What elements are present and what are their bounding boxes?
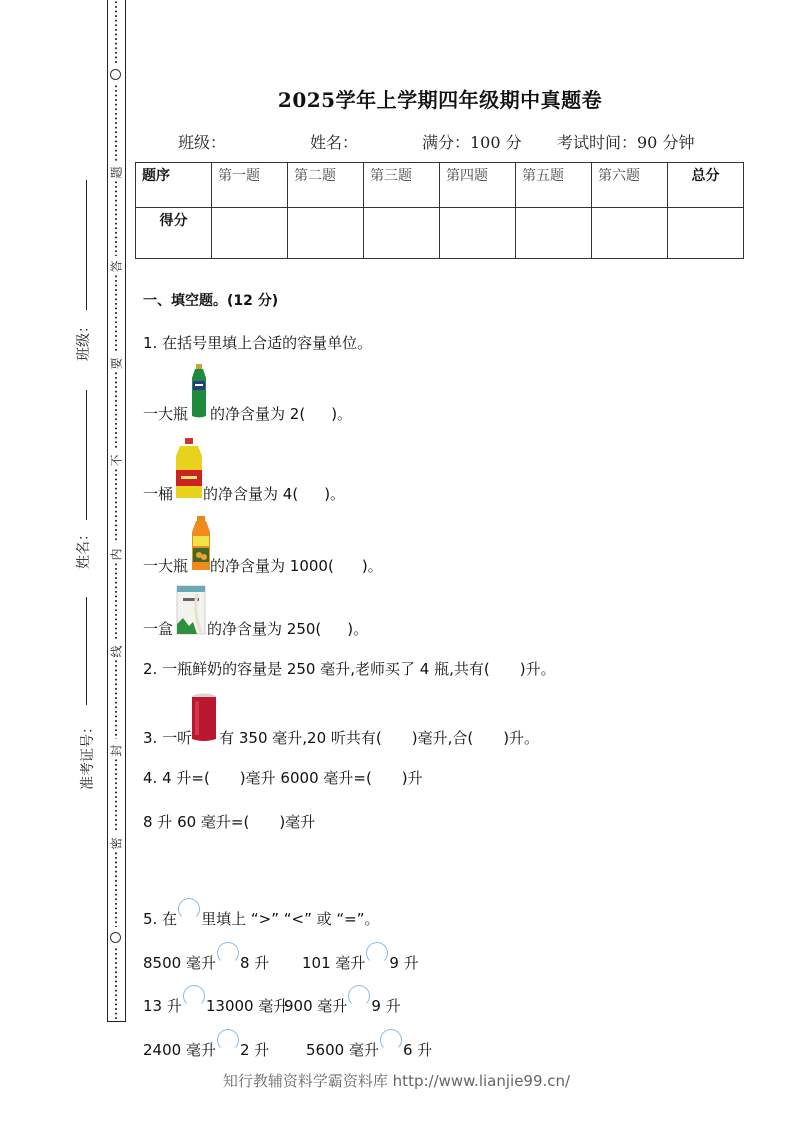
q1-item-suffix: 的净含量为 2( [210, 405, 306, 423]
name-underline [86, 390, 87, 520]
question-4-line1: 4. 4 升=( )毫升 6000 毫升=( )升 [143, 769, 423, 787]
full-score: 满分：100 分 [422, 133, 522, 152]
dotted-line [114, 468, 118, 543]
compare-item [284, 985, 401, 1016]
dotted-line [114, 274, 118, 352]
table-cell: 题序 [136, 163, 212, 208]
q1-item: 一盒 的净含量为 250( )。 [143, 620, 369, 638]
q1-item-prefix: 一盒 [143, 620, 174, 638]
dotted-line [114, 947, 118, 1019]
compare-right: 9 升 [389, 954, 419, 972]
table-cell: 第一题 [212, 163, 288, 208]
punch-circle-icon [110, 69, 121, 80]
score-input-cell[interactable] [516, 208, 592, 259]
compare-circle-input[interactable] [217, 942, 239, 964]
q5-prompt-b: 里填上 “>” “<” 或 “=”。 [201, 910, 380, 928]
compare-right: 2 升 [239, 1041, 270, 1059]
question-4-line2: 8 升 60 毫升=( )毫升 [143, 813, 316, 831]
footer-watermark: 知行教辅资料学霸资料库 http://www.lianjie99.cn/ [222, 1072, 571, 1090]
q1-item: 一大瓶 的净含量为 1000( )。 [143, 557, 383, 575]
q3-prefix: 3. 一听 [143, 729, 193, 747]
compare-circle-input[interactable] [366, 942, 388, 964]
dotted-line [114, 851, 118, 927]
table-cell: 总分 [668, 163, 744, 208]
compare-left: 101 毫升 [302, 954, 366, 972]
q1-item-suffix: 的净含量为 250( [207, 620, 322, 638]
q1-item-suffix: 的净含量为 4( [203, 485, 299, 503]
dotted-line [114, 0, 118, 64]
compare-left: 5600 毫升 [306, 1041, 379, 1059]
strip-char: 要 [109, 357, 124, 370]
compare-item [302, 942, 419, 973]
strip-char: 答 [109, 260, 124, 273]
dotted-line [114, 659, 118, 739]
side-exam-id-label: 准考证号： [80, 720, 96, 790]
section-heading: 一、填空题。(12 分) [143, 293, 279, 309]
compare-circle-icon [178, 898, 200, 920]
side-name-label: 姓名： [76, 527, 92, 569]
compare-circle-input[interactable] [380, 1029, 402, 1051]
table-cell: 第二题 [288, 163, 364, 208]
score-input-cell[interactable] [668, 208, 744, 259]
compare-right: 13000 毫升 [205, 997, 289, 1015]
compare-item [143, 1029, 269, 1060]
compare-circle-input[interactable] [183, 985, 205, 1007]
compare-item [143, 942, 269, 973]
compare-left: 8500 毫升 [143, 954, 216, 972]
strip-char: 密 [109, 837, 124, 850]
q1-item-prefix: 一大瓶 [143, 405, 189, 423]
table-header-row [136, 163, 744, 208]
dotted-line [114, 84, 118, 162]
dotted-line [114, 562, 118, 640]
compare-left: 13 升 [143, 997, 182, 1015]
class-underline [86, 180, 87, 310]
compare-item [306, 1029, 432, 1060]
punch-circle-icon [110, 932, 121, 943]
q5-prompt-a: 5. 在 [143, 910, 178, 928]
page-title: 2025学年上学期四年级期中真题卷 [277, 88, 603, 112]
score-table [135, 162, 744, 259]
compare-item [143, 985, 288, 1016]
q3-suffix: 有 350 毫升,20 听共有( )毫升,合( )升。 [219, 729, 540, 747]
side-class-label: 班级： [76, 319, 92, 361]
q1-item: 一桶 的净含量为 4( )。 [143, 485, 346, 503]
question-2: 2. 一瓶鲜奶的容量是 250 毫升,老师买了 4 瓶,共有( )升。 [143, 660, 556, 678]
exam-id-underline [86, 597, 87, 705]
exam-time: 考试时间：90 分钟 [557, 133, 695, 152]
question-5-prompt [143, 898, 380, 929]
table-cell: 第三题 [364, 163, 440, 208]
compare-left: 900 毫升 [284, 997, 348, 1015]
score-input-cell[interactable] [364, 208, 440, 259]
score-input-cell[interactable] [440, 208, 516, 259]
strip-char: 内 [109, 548, 124, 561]
score-input-cell[interactable] [592, 208, 668, 259]
question-3 [143, 727, 539, 748]
q1-item-suffix: 的净含量为 1000( [210, 557, 334, 575]
table-cell: 得分 [136, 208, 212, 259]
dotted-line [114, 180, 118, 256]
q1-item-prefix: 一大瓶 [143, 557, 189, 575]
question-1-prompt: 1. 在括号里填上合适的容量单位。 [143, 334, 373, 352]
strip-char: 线 [109, 645, 124, 658]
class-label: 班级： [178, 133, 227, 152]
score-input-cell[interactable] [212, 208, 288, 259]
strip-char: 题 [109, 166, 124, 179]
q1-item-prefix: 一桶 [143, 485, 174, 503]
compare-circle-input[interactable] [348, 985, 370, 1007]
table-cell: 第六题 [592, 163, 668, 208]
strip-char: 不 [109, 454, 124, 467]
compare-right: 8 升 [239, 954, 270, 972]
name-label: 姓名： [310, 133, 359, 152]
table-cell: 第四题 [440, 163, 516, 208]
table-cell: 第五题 [516, 163, 592, 208]
compare-right: 9 升 [371, 997, 401, 1015]
compare-left: 2400 毫升 [143, 1041, 216, 1059]
score-input-cell[interactable] [288, 208, 364, 259]
compare-right: 6 升 [402, 1041, 433, 1059]
binding-strip [107, 0, 126, 1022]
dotted-line [114, 371, 118, 449]
dotted-line [114, 758, 118, 832]
table-score-row [136, 208, 744, 259]
q1-item: 一大瓶 的净含量为 2( )。 [143, 405, 353, 423]
strip-char: 封 [109, 744, 124, 757]
compare-circle-input[interactable] [217, 1029, 239, 1051]
